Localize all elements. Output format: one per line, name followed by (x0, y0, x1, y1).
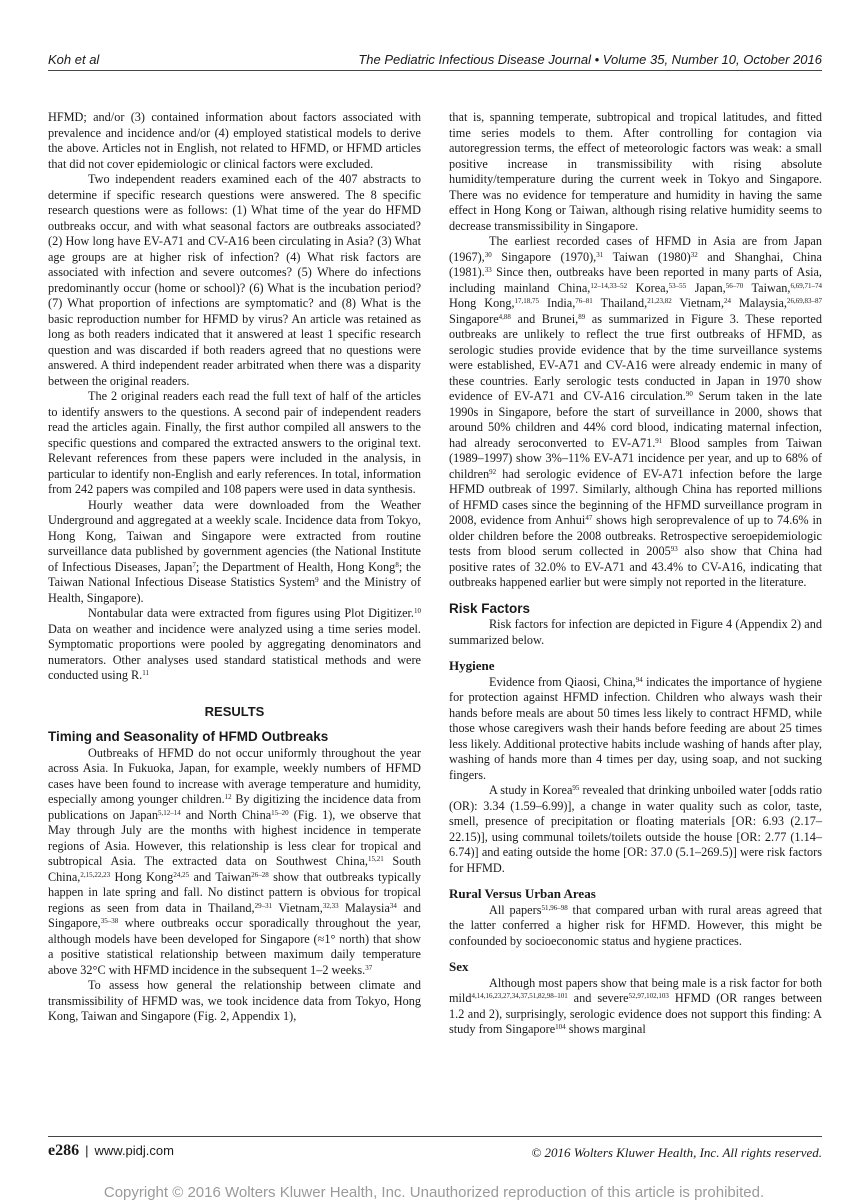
citation: 30 (484, 250, 492, 259)
citation: 33 (484, 266, 492, 274)
subsection-heading-hygiene: Hygiene (449, 658, 495, 673)
paragraph: Outbreaks of HFMD do not occur uniformly throughout the year across Asia. In Fukuoka, Japan, for example, weekly numbers of HFMD cases have been found to increase with average temperature and humidity, especially among younger children.$^{12}$ By digitizing the incidence data from publications on Japan$^{5,12-14}$ and North China$^{15-20}$ (Fig. 1), we observe that May through July are the months with highest incidence in temperate regions of Asia. However, this relationship is less clear for tropical and subtropical Asia. The extracted data on Southwest China,$^{15,21}$ South China,$^{2,15,22,23}$ Hong Kong$^{24,25}$ and Taiwan$^{26-28}$ show that outbreaks typically happen in late spring and fall. No distinct pattern is obvious for tropical regions as seen from data in Thailand,$^{29-31}$ Vietnam,$^{32,33}$ Malaysia$^{34}$ and Singapore,$^{35-38}$ where outbreaks occur sporadically throughout the year, although models have been developed for Singapore (≈1° north) that show a positive statistical relationship between maximum daily temperature above 32°C with HFMD incidence in the subsequent 1–2 weeks.$^{37}$ (48, 745, 421, 977)
subsection-heading-timing: Timing and Seasonality of HFMD Outbreaks (48, 729, 329, 744)
paragraph: that is, spanning temperate, subtropical and tropical latitudes, and fitted time series models to them. After controlling for contagion via autoregression terms, the effect of meteorologic factors was weak: a small positive increase in transmissibility with rising absolute humidity/temperature during the current week in Tokyo and Singapore. There was no evidence for temperature and humidity in having the same effect in Hong Kong or Taiwan, although rising relative humidity seems to decrease transmissibility in Singapore. (449, 110, 822, 233)
citation: 32,33 (322, 901, 339, 910)
paragraph: Risk factors for infection are depicted in Figure 4 (Appendix 2) and summarized below. (449, 617, 822, 647)
citation: 52,97,102,103 (628, 992, 669, 1000)
citation: 12 (224, 793, 232, 801)
citation: 26,69,83–87 (787, 297, 822, 305)
footer-separator: | (85, 1143, 89, 1158)
citation: 47 (585, 514, 593, 522)
citation: 95 (572, 784, 580, 792)
paragraph: Nontabular data were extracted from figures using Plot Digitizer.$^{10}$ Data on weather and incidence were analyzed using a time series model. Symptomatic proportions were pooled by aggregating denominators and numerators. Other analyses used standard statistical methods and were conducted using R.$^{11}$ (48, 606, 421, 682)
subsection-heading-rural-urban: Rural Versus Urban Areas (449, 886, 596, 901)
citation: 51,96–98 (541, 903, 568, 912)
citation: 24 (724, 297, 732, 305)
paragraph: Although most papers show that being male is a risk factor for both mild$^{4,14,16,23,27,34,37,51,82,98-101}$ and severe$^{52,97,102,103}$ HFMD (OR ranges between 1.2 and 2), surprisingly, serologic evidence does not support this finding: A study from Singapore$^{104}$ shows marginal (449, 975, 822, 1036)
citation: 93 (670, 545, 678, 553)
citation: 5,12–14 (157, 808, 181, 817)
paragraph: To assess how general the relationship between climate and transmissibility of HFMD was, we took incidence data from Tokyo, Hong Kong, Taiwan and Singapore (Fig. 2, Appendix 1), (48, 978, 421, 1023)
citation: 15–20 (271, 808, 289, 817)
journal-website-link[interactable]: www.pidj.com (94, 1143, 174, 1158)
running-header (48, 48, 822, 72)
header-journal: The Pediatric Infectious Disease Journal • Volume 35, Number 10, October 2016 (358, 52, 822, 67)
header-author: Koh et al (48, 52, 100, 67)
citation: 8 (395, 560, 399, 569)
citation: 2,15,22,23 (80, 870, 111, 879)
citation: 15,21 (367, 855, 384, 863)
paragraph: Hourly weather data were downloaded from the Weather Underground and aggregated at a weekly scale. Incidence data from Tokyo, Hong Kong, Taiwan and Singapore were extracted from routine surveillance data published by government agencies (the National Institute of Infectious Diseases, Japan$^7$; the Department of Health, Hong Kong$^8$; the Taiwan National Infectious Disease Statistics System$^9$ and the Ministry of Health, Singapore). (48, 497, 421, 605)
citation: 32 (690, 250, 698, 259)
citation: 4,88 (498, 312, 511, 321)
citation: 4,14,16,23,27,34,37,51,82,98–101 (471, 992, 568, 1000)
subsection-heading-sex: Sex (449, 959, 469, 974)
copyright-notice: © 2016 Wolters Kluwer Health, Inc. All rights reserved. (531, 1145, 822, 1160)
citation: 34 (389, 901, 397, 910)
citation: 26–28 (251, 870, 269, 879)
citation: 31 (596, 250, 604, 259)
paragraph: The 2 original readers each read the full text of half of the articles to identify answers to the questions. A second pair of independent readers read the articles again. Finally, the first author compiled all answers to the specific questions and compared the extracted answers to the original text. Relevant references from these papers were included in the analysis, in particular to identify non-English and early references. In total, information from 242 papers was compiled and 108 papers were used in data synthesis. (48, 389, 421, 496)
copyright-watermark: Copyright © 2016 Wolters Kluwer Health, Inc. Unauthorized reproduction of this article is prohibited. (103, 1184, 765, 1201)
citation: 35–38 (100, 917, 119, 925)
paragraph: Two independent readers examined each of the 407 abstracts to determine if specific research questions were answered. The 8 specific research questions were as follows: (1) What time of the year do HFMD outbreaks occur, and with what seasonal factors are outbreaks associated? (2) How long have EV-A71 and CV-A16 been circulating in Asia? (3) What age groups are at higher risk of infection? (4) What risk factors are associated with infection and severe outcomes? (5) Where do infections predominantly occur (home or school)? (6) What is the incubation period? (7) What proportion of infections are symptomatic? and (8) What is the basic reproduction number for HFMD by virus? An article was retained as long as both readers indicated that it answered at least 1 specific research question and was discarded if both readers agreed that no questions were answered. A third independent reader arbitrated when there was a disparity between the original readers. (48, 172, 421, 388)
citation: 53–55 (668, 281, 687, 290)
citation: 92 (489, 467, 497, 476)
header-rule (48, 70, 822, 71)
section-heading-risk-factors: Risk Factors (449, 600, 531, 616)
citation: 94 (635, 675, 643, 684)
citation: 11 (142, 669, 149, 677)
left-column (48, 110, 421, 1025)
citation: 17,18,75 (514, 297, 540, 305)
paragraph: HFMD; and/or (3) contained information about factors associated with prevalence and incidence and/or (4) employed statistical models to derive the above. Articles not in English, not related to HFMD, or HFMD articles that did not cover epidemiologic or clinical factors were excluded. (48, 110, 421, 171)
citation: 21,23,82 (647, 297, 672, 305)
citation: 89 (578, 312, 586, 321)
citation: 76–81 (575, 297, 593, 305)
paragraph: The earliest recorded cases of HFMD in Asia are from Japan (1967),$^{30}$ Singapore (1970),$^{31}$ Taiwan $(1980)^{32}$ and Shanghai, China (1981).$^{33}$ Since then, outbreaks have been reported in many parts of Asia, including mainland China,$^{12-14,33-52}$ Korea,$^{53-55}$ Japan,$^{56-70}$ Taiwan,$^{6,69,71-74}$ Hong Kong,$^{17,18,75}$ India,$^{76-81}$ Thailand,$^{21,23,82}$ Vietnam,$^{24}$ Malaysia,$^{26,69,83-87}$ Singapore$^{4,88}$ and Brunei,$^{89}$ as summarized in Figure 3. These reported outbreaks are unlikely to reflect the true first outbreaks of HFMD, as serologic studies provide evidence that by the time surveillance systems were established, EV-A71 and CV-A16 were already endemic in many of these countries. Early serologic tests conducted in Japan in 1970 show evidence of EV-A71 and CV-A16 circulation.$^{90}$ Serum taken in the late 1990s in Singapore, before the start of surveillance in 2000, shows that around 50% children and 44% cord blood, indicating maternal infection, had already seroconverted to EV-A71.91 Blood samples from Taiwan (1989–1997) show 3%–11% EV-A71 incidence per year, and up to 68% of children$^{92}$ had serologic evidence of EV-A71 infection before the large HFMD outbreak of 1997. Similarly, although China has reported millions of HFMD cases since the beginning of the HFMD surveillance program in 2008, evidence from Anhui$^{47}$ shows high seroprevalence of up to 74.6% in older children before the 2008 outbreaks. Retrospective seroepidemiologic tests from blood serum collected in 2005$^{93}$ also show that China had positive rates of 32.0% to EV-A71 and 43.4% to CV-A16, indicating that outbreaks happened earlier but were simply not reported in the literature. (449, 234, 822, 589)
footer-rule (48, 1136, 822, 1137)
citation: 24,25 (173, 870, 190, 879)
citation: 6,69,71–74 (790, 281, 822, 290)
right-column (449, 110, 822, 1038)
citation: 12–14,33–52 (590, 281, 628, 290)
citation: 37 (365, 963, 373, 972)
page-number-group (48, 1142, 174, 1160)
paragraph: A study in Korea$^{95}$ revealed that drinking unboiled water [odds ratio (OR): 3.34 (1.59–6.99)], a change in water quality such as color, taste, smell, presence of precipitation or floating materials [OR: 6.93 (2.17–22.15)], using communal toilets/toilets outside the house [OR: 2.77 (1.14–6.74)] and eating outside the home [OR: 37.0 (5.1–269.5)] were risk factors for HFMD. (449, 783, 822, 875)
citation: 104 (555, 1023, 566, 1031)
page-number: e286 (48, 1142, 80, 1159)
paragraph: Evidence from Qiaosi, China,$^{94}$ indicates the importance of hygiene for protection against HFMD infection. Children who always wash their hands before meals are about 50 times less likely to contract HFMD, while those whose caregivers wash their hands before feeding are about 25 times less likely. Additional protective habits include washing of hands after play, washing of hands more than 4 times per day, using soap, and not sucking fingers. (449, 674, 822, 782)
citation: 7 (192, 560, 196, 569)
citation: 90 (685, 390, 693, 398)
citation: 10 (414, 607, 421, 615)
citation: 91 (655, 436, 663, 445)
page-footer (48, 1142, 822, 1162)
section-heading-results: RESULTS (204, 703, 265, 719)
citation: 9 (315, 576, 319, 584)
paragraph: All papers$^{51,96-98}$ that compared urban with rural areas agreed that the latter conferred a higher risk for HFMD. However, this might be confounded by socioeconomic status and hygiene practices. (449, 902, 822, 948)
citation: 56–70 (725, 281, 744, 290)
citation: 29–31 (254, 901, 273, 910)
